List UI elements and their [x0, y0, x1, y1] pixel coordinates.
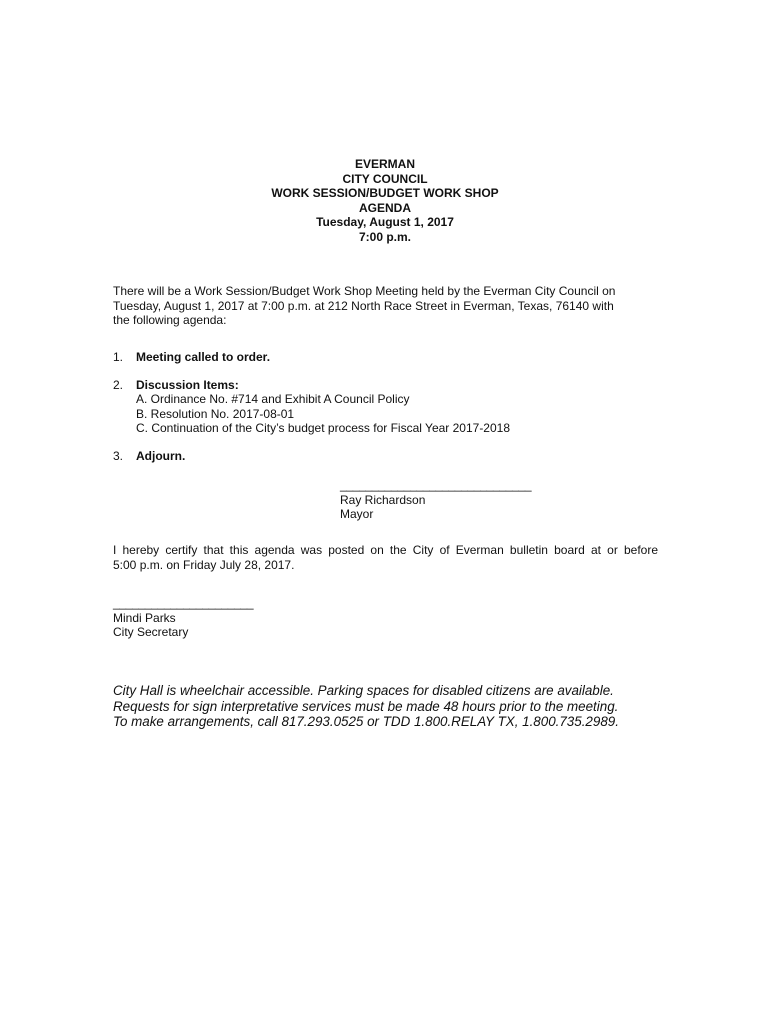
secretary-signature-block	[113, 596, 313, 640]
agenda-item	[113, 350, 658, 365]
secretary-name: Mindi Parks	[113, 610, 176, 625]
agenda-item-title: Adjourn.	[136, 448, 186, 463]
header-body-name: CITY COUNCIL	[342, 171, 428, 186]
agenda-item-number: 3.	[113, 448, 124, 463]
agenda-sub-item: C. Continuation of the City’s budget process for Fiscal Year 2017-2018	[136, 421, 511, 435]
intro-line-3: the following agenda:	[113, 313, 227, 327]
accessibility-notice	[113, 683, 661, 730]
agenda-item	[113, 449, 658, 464]
agenda-header	[0, 157, 770, 245]
accessibility-line-3: To make arrangements, call 817.293.0525 or TDD 1.800.RELAY TX, 1.800.735.2989.	[113, 714, 619, 729]
header-meeting-date: Tuesday, August 1, 2017	[316, 215, 454, 230]
mayor-name: Ray Richardson	[340, 492, 426, 507]
agenda-sub-item: A. Ordinance No. #714 and Exhibit A Council Policy	[136, 392, 410, 406]
secretary-title: City Secretary	[113, 625, 189, 639]
agenda-item-number: 2.	[113, 377, 124, 392]
header-meeting-time: 7:00 p.m.	[358, 229, 412, 244]
header-city-name: EVERMAN	[354, 157, 415, 171]
agenda-item-title: Discussion Items:	[136, 377, 239, 392]
mayor-title: Mayor	[340, 507, 374, 521]
agenda-item-number: 1.	[113, 350, 124, 364]
certification-line-1: I hereby certify that this agenda was posted on the City of Everman bulletin board at or before	[113, 543, 658, 557]
certification-line-2: 5:00 p.m. on Friday July 28, 2017.	[113, 557, 295, 572]
intro-paragraph	[113, 284, 658, 328]
header-document-type: AGENDA	[358, 200, 411, 215]
agenda-item-title: Meeting called to order.	[136, 350, 271, 364]
agenda-sub-item: B. Resolution No. 2017-08-01	[136, 406, 295, 421]
intro-line-1: There will be a Work Session/Budget Work Shop Meeting held by the Everman City Council on	[113, 284, 616, 298]
agenda-item	[113, 378, 658, 436]
certification-paragraph	[113, 543, 658, 572]
accessibility-line-2: Requests for sign interpretative services must be made 48 hours prior to the meeting.	[113, 698, 619, 714]
agenda-list	[113, 350, 658, 476]
accessibility-line-1: City Hall is wheelchair accessible. Parking spaces for disabled citizens are available.	[113, 683, 614, 698]
header-meeting-type: WORK SESSION/BUDGET WORK SHOP	[271, 186, 499, 201]
signature-line: ______________________________	[340, 478, 532, 492]
mayor-signature-block	[340, 478, 560, 522]
intro-line-2: Tuesday, August 1, 2017 at 7:00 p.m. at 212 North Race Street in Everman, Texas, 76140 with	[113, 298, 614, 313]
signature-line: ______________________	[113, 596, 254, 610]
